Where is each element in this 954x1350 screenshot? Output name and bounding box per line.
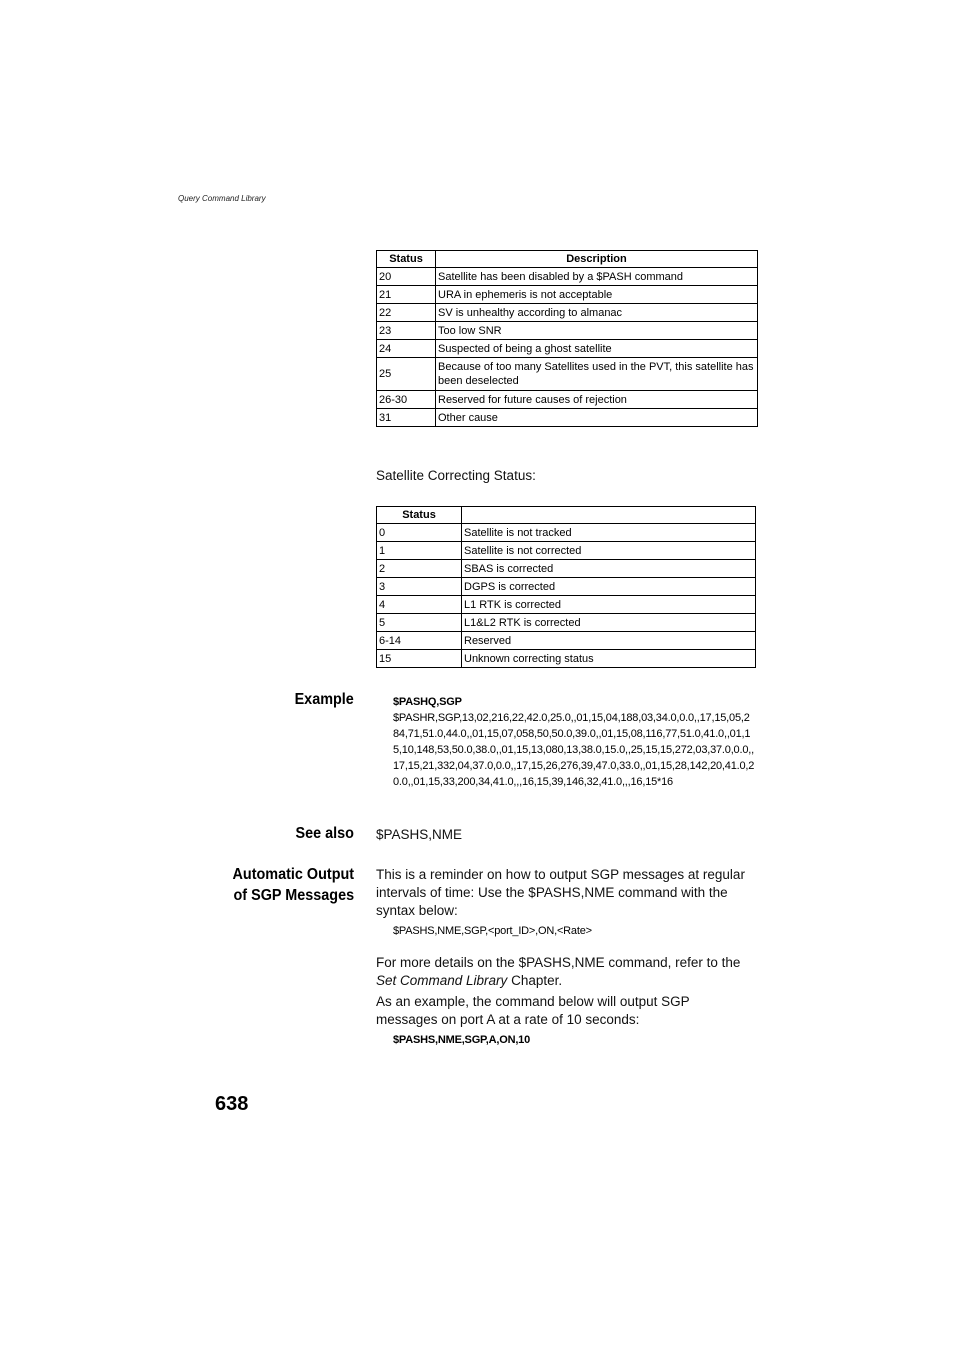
correcting-status-table bbox=[376, 506, 756, 668]
status-cell: 22 bbox=[377, 304, 436, 322]
correcting-status-intro: Satellite Correcting Status: bbox=[376, 468, 536, 483]
table-row bbox=[377, 632, 756, 650]
table-row bbox=[377, 304, 758, 322]
status-cell: 23 bbox=[377, 322, 436, 340]
table-row bbox=[377, 614, 756, 632]
auto-output-para1: This is a reminder on how to output SGP messages at regular intervals of time: Use the $PASHS,NME command with the syntax below: bbox=[376, 867, 745, 918]
rejection-status-table bbox=[376, 250, 758, 427]
table-row bbox=[377, 268, 758, 286]
table-row bbox=[377, 560, 756, 578]
status-cell: 26-30 bbox=[377, 391, 436, 409]
auto-output-heading-line2: of SGP Messages bbox=[233, 887, 354, 904]
table-row bbox=[377, 650, 756, 668]
table-row bbox=[377, 391, 758, 409]
auto-output-para3: As an example, the command below will output SGP messages on port A at a rate of 10 seconds: bbox=[376, 994, 690, 1027]
table-row bbox=[377, 286, 758, 304]
status-cell: 15 bbox=[377, 650, 462, 668]
description-cell: L1&L2 RTK is corrected bbox=[462, 614, 756, 632]
example-response: $PASHR,SGP,13,02,216,22,42.0,25.0,,01,15,04,188,03,34.0,0.0,,17,15,05,284,71,51.0,44.0,,01,15,07,058,50,50.0,39.0,,01,15,08,116,77,51.0,41.0,,01,15,10,148,53,50.0,38.0,,01,15,13,080,13,38.0,15.0,,25,15,15,272,03,37.0,0.0,,17,15,21,332,04,37.0,0.0,,17,15,26,276,39,47.0,33.0,,01,15,28,142,20,41.0,20.0,,01,15,33,200,34,41.0,,,16,15,39,146,32,41.0,,,16,15*16 bbox=[393, 712, 755, 788]
running-header: Query Command Library bbox=[178, 194, 266, 203]
example-heading: Example bbox=[294, 691, 354, 708]
status-cell: 4 bbox=[377, 596, 462, 614]
auto-output-example-command: $PASHS,NME,SGP,A,ON,10 bbox=[393, 1034, 531, 1046]
table-header-description: Description bbox=[436, 251, 758, 268]
description-cell: DGPS is corrected bbox=[462, 578, 756, 596]
auto-output-heading bbox=[232, 864, 354, 906]
table-row bbox=[377, 524, 756, 542]
table-row bbox=[377, 596, 756, 614]
table-row bbox=[377, 578, 756, 596]
description-cell: SBAS is corrected bbox=[462, 560, 756, 578]
set-command-library-reference: Set Command Library bbox=[376, 973, 508, 988]
status-cell: 21 bbox=[377, 286, 436, 304]
see-also-text: $PASHS,NME bbox=[376, 827, 463, 842]
status-cell: 6-14 bbox=[377, 632, 462, 650]
para2-suffix: Chapter. bbox=[507, 973, 563, 988]
description-cell: Satellite is not corrected bbox=[462, 542, 756, 560]
description-cell: Suspected of being a ghost satellite bbox=[436, 340, 758, 358]
description-cell: Too low SNR bbox=[436, 322, 758, 340]
auto-output-syntax: $PASHS,NME,SGP,<port_ID>,ON,<Rate> bbox=[393, 925, 592, 937]
description-cell: SV is unhealthy according to almanac bbox=[436, 304, 758, 322]
see-also-heading: See also bbox=[295, 825, 354, 842]
auto-output-heading-line1: Automatic Output bbox=[232, 866, 354, 883]
description-cell: Unknown correcting status bbox=[462, 650, 756, 668]
description-cell: Because of too many Satellites used in the PVT, this satellite has been deselected bbox=[436, 358, 758, 391]
auto-output-para2 bbox=[376, 954, 756, 990]
status-cell: 0 bbox=[377, 524, 462, 542]
table-header-status: Status bbox=[377, 251, 436, 268]
description-cell: Reserved for future causes of rejection bbox=[436, 391, 758, 409]
status-cell: 20 bbox=[377, 268, 436, 286]
description-cell: Satellite has been disabled by a $PASH command bbox=[436, 268, 758, 286]
description-cell: Other cause bbox=[436, 409, 758, 427]
table-header-status: Status bbox=[377, 507, 462, 524]
description-cell: Reserved bbox=[462, 632, 756, 650]
description-cell: L1 RTK is corrected bbox=[462, 596, 756, 614]
table-row bbox=[377, 409, 758, 427]
status-cell: 1 bbox=[377, 542, 462, 560]
table-row bbox=[377, 340, 758, 358]
description-cell: Satellite is not tracked bbox=[462, 524, 756, 542]
status-cell: 5 bbox=[377, 614, 462, 632]
table-row bbox=[377, 542, 756, 560]
status-cell: 2 bbox=[377, 560, 462, 578]
para2-prefix: For more details on the $PASHS,NME command, refer to the bbox=[376, 955, 741, 970]
example-command: $PASHQ,SGP bbox=[393, 696, 462, 708]
status-cell: 25 bbox=[377, 358, 436, 391]
status-cell: 31 bbox=[377, 409, 436, 427]
table-row bbox=[377, 358, 758, 391]
page-number: 638 bbox=[215, 1093, 249, 1115]
status-cell: 3 bbox=[377, 578, 462, 596]
description-cell: URA in ephemeris is not acceptable bbox=[436, 286, 758, 304]
status-cell: 24 bbox=[377, 340, 436, 358]
table-header-blank bbox=[462, 507, 756, 524]
table-row bbox=[377, 322, 758, 340]
